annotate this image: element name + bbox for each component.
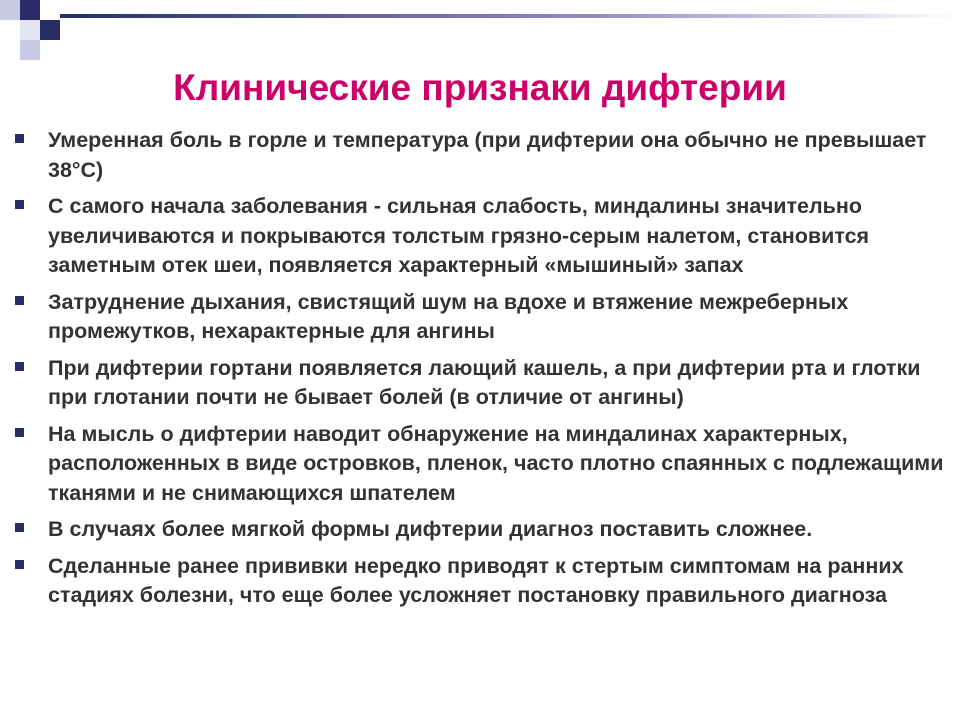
decor-square: [20, 0, 40, 20]
bullet-item: [14, 192, 949, 281]
bullet-item: [14, 420, 949, 509]
bullet-text: С самого начала заболевания - сильная слабость, миндалины значительно увеличиваются и покрываются толстым грязно-серым налетом, становится заметным отек шеи, появляется характерный «мышиный» запах: [48, 194, 870, 277]
square-bullet-icon: [15, 428, 24, 437]
header-rule: [60, 14, 960, 18]
bullet-text: На мысль о дифтерии наводит обнаружение на миндалинах характерных, расположенных в виде островков, пленок, часто плотно спаянных с подлежащими тканями и не снимающихся шпателем: [48, 421, 944, 505]
bullet-text: Сделанные ранее прививки нередко приводят к стертым симптомам на ранних стадиях болезни, что еще более усложняет постановку правильного диагноза: [48, 553, 904, 607]
decor-square: [40, 40, 60, 60]
bullet-item: [14, 126, 949, 185]
bullet-text: Умеренная боль в горле и температура (при дифтерии она обычно не превышает 38°С): [48, 128, 927, 182]
square-bullet-icon: [15, 296, 24, 305]
square-bullet-icon: [15, 362, 24, 371]
decor-square: [40, 0, 60, 20]
square-bullet-icon: [15, 200, 24, 209]
bullet-text: Затруднение дыхания, свистящий шум на вдохе и втяжение межреберных промежутков, нехарактерные для ангины: [48, 289, 849, 343]
square-bullet-icon: [15, 560, 24, 569]
square-bullet-icon: [15, 134, 24, 143]
bullet-item: [14, 552, 949, 611]
decorative-squares: [0, 0, 80, 60]
decor-square: [0, 0, 20, 20]
bullet-list: [14, 126, 949, 618]
slide-title: Клинические признаки дифтерии: [173, 67, 787, 108]
decor-square: [20, 20, 40, 40]
decor-square: [20, 40, 40, 60]
bullet-item: [14, 288, 949, 347]
decor-square: [40, 20, 60, 40]
bullet-text: В случаях более мягкой формы дифтерии диагноз поставить сложнее.: [48, 517, 813, 541]
decor-square: [0, 20, 20, 40]
square-bullet-icon: [15, 523, 24, 532]
bullet-item: [14, 354, 949, 413]
bullet-text: При дифтерии гортани появляется лающий кашель, а при дифтерии рта и глотки при глотании почти не бывает болей (в отличие от ангины): [48, 355, 921, 409]
bullet-item: [14, 515, 949, 545]
